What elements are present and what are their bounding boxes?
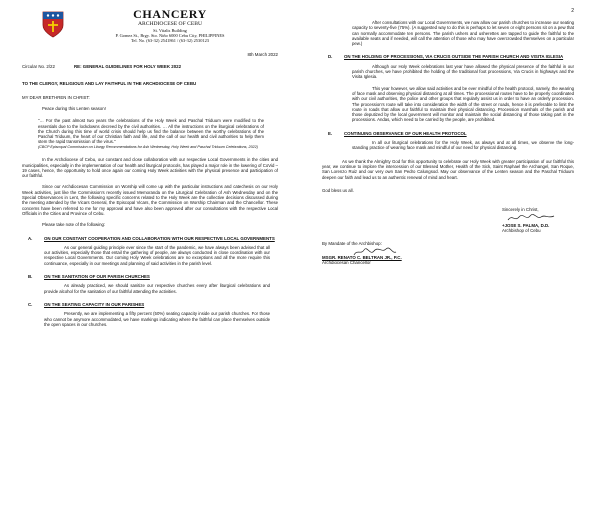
paragraph-commission: Since our Archdiocesan Commission on Worship will come up with the particular instructions and catechesis on our Holy Week activities, just like the Commission's recently issued Memoranda on the Liturgical Celebration of Ash Wednesday and on the Special Observances in Lent, the following specific concerns related to the Holy Week are the collective decisions discussed during the meeting attended by the Vicars General, the Episcopal Vicars, the Commission on Worship Chairman and the Chancellor. These concerns have been referred to me for my approval and have also been approved after our consultations with the respective Local Officials in the Cities and Province of Cebu. [22, 184, 278, 216]
valediction: Sincerely in Christ, [502, 207, 539, 213]
greeting: Peace during this Lenten season! [42, 105, 106, 111]
section-d [322, 54, 574, 122]
section-letter: D. [328, 54, 333, 60]
letterhead-diocese: ARCHDIOCESE OF CEBU [137, 21, 203, 27]
section-e [322, 131, 574, 151]
section-body: Presently, we are implementing a fifty percent (50%) seating capacity inside our parish churches. For those who cannot be anymore accommodated, we have markings indicating where the faithful can place themselves outside the open spaces in our churches. [44, 311, 270, 327]
quotation-block [22, 118, 278, 149]
section-heading: ON THE HOLDING OF PROCESSIONS, VIA CRUCIS OUTSIDE THE PARISH CHURCH AND VISITA IGLESIA [344, 54, 564, 60]
circular-header [22, 64, 278, 69]
section-body: As our general guiding principle ever since the start of the pandemic, we have always been advised that all our activities, especially those that entail the gathering of people, are always conducted in close coordination with our respective Local Governments. Our coming Holy Week celebrations are no exceptions and all the more require this continuance, especially in our meetings and planning of said activities in the parish level. [44, 244, 270, 266]
chancellor-signature-icon [352, 247, 398, 258]
section-letter: A. [28, 235, 33, 241]
letterhead-building: St. Vitalis Building [153, 27, 187, 33]
signatory-name: +JOSE S. PALMA, D.D. [502, 222, 550, 228]
quotation-source: (CBCP Episcopal Commission on Liturgy Recommendations for Ash Wednesday, Holy Week and Paschal Triduum Celebrations, 2022) [38, 144, 258, 149]
blessing: God bless us all. [322, 187, 354, 193]
letterhead-address: P. Gomez St., Brgy. Sto. Niño 6000 Cebu City, PHILIPPINES [115, 32, 225, 38]
section-letter: B. [28, 274, 33, 280]
signature-block [502, 207, 574, 233]
salutation: MY DEAR BRETHREN IN CHRIST: [22, 94, 90, 100]
section-c-continued: After consultations with our Local Governments, we now allow our parish churches to increase our seating capacity to seventy-five (75%). (A suggested way to do this is perhaps to let seven or eight persons sit on a pew that can normally accommodate ten persons. The parish ushers and usherettes are tapped to guide the faithful to the available seats and if needed, will call the attention of those who may have overcrowded themselves on a particular pew.) [352, 20, 574, 47]
letterhead-name: CHANCERY [133, 7, 207, 21]
section-letter: C. [28, 301, 33, 307]
section-heading: ON THE SEATING CAPACITY IN OUR PARISHES [44, 301, 145, 307]
section-body: As already practiced, we should sanitize our respective churches every after liturgical celebrations and provide alcohol for the sanitation of our faithful attending the activities. [44, 283, 270, 294]
section-a [22, 236, 278, 266]
mandate-line: By Mandate of the Archbishop: [322, 241, 382, 247]
archbishop-signature-icon [502, 213, 574, 223]
chancellor-title: Archdiocesan Chancellor [322, 260, 371, 266]
circular-subject: RE: GENERAL GUIDELINES FOR HOLY WEEK 2022 [74, 64, 182, 70]
page-number: 2 [571, 8, 574, 14]
signatory-title: Archbishop of Cebu [502, 227, 541, 233]
quotation-text: "… For the past almost two years the celebrations of the Holy Week and Paschal Triduum were modified to the essentials due to the lockdowns decreed by the civil authorities. … All the instructions on the liturgical celebrations of the Church during this time of world crisis should help us find the balance between the worthy celebrations of the Paschal Triduum, the heart of our Christian faith and life, and the call of our health and civil authorities to help them stem the rapid transmission of the virus." [38, 118, 264, 145]
addressee: TO THE CLERGY, RELIGIOUS AND LAY FAITHFUL IN THE ARCHDIOCESE OF CEBU [22, 81, 197, 87]
circular-number: Circular No. 2/22 [22, 64, 55, 70]
section-body: In all our liturgical celebrations for the Holy Week, as always and at all times, we observe the long-standing practice of wearing face mask and mindful of our need for physical distancing. [352, 140, 574, 151]
closing-paragraph: As we thank the Almighty God for this opportunity to celebrate our Holy Week with greater participation of our faithful this year, we continue to implore the intercession of our Blessed Mother, Health of the Sick, Saint Raphael the Archangel, San Roque, San Lorenzo Ruiz and our very own San Pedro Calungsod. May our observance of the Lenten season and the Paschal Triduum deepen our faith and lead us to an authentic renewal of mind and heart. [322, 158, 574, 180]
section-c [22, 302, 278, 327]
section-heading: ON THE SANITATION OF OUR PARISH CHURCHES [44, 274, 150, 280]
chancellor-block [322, 255, 574, 266]
paragraph-collaboration: In the Archdiocese of Cebu, our constant and close collaboration with our respective Local Governments in the cities and municipalities, especially in the implementation of our health and liturgical protocols, has played a major role in the lowering of CoVid – 19 cases, hence, the opportunity to hold once again our coming Holy Week activities with the physical presence and participation of our faithful. [22, 157, 278, 179]
section-heading: ON OUR CONSTANT COOPERATION AND COLLABORATION WITH OUR RESPECTIVE LOCAL GOVERNMENTS [44, 235, 275, 241]
section-body: This year however, we allow said activities and be ever mindful of the health protocol, namely, the wearing of face mask and observing physical distancing at all times. The processional routes have to be properly coordinated with our civil authorities, the police and other groups that regularly assist us in order to have an orderly procession. The procession's route will take into consideration the width of the street or roads, hence it is preferable to limit the route in roads that allow our faithful to maintain their physical distancing. Procession marshals of the parish and those deputized by the local government will monitor and maintain the social distancing of those taking part in the processions. Andas, which need to be carried by the people, are prohibited. [352, 85, 574, 123]
section-body: Although our Holy Week celebrations last year have allowed the physical presence of the faithful in our parish churches, we have prohibited the holding of the traditional foot processions, Via Crucis in highways and the Visita Iglesia. [352, 63, 574, 80]
letter-date: 8th March 2022 [247, 52, 278, 58]
chancellor-name: MSGR. RENATO C. BELTRAN JR., P.C. [322, 254, 402, 260]
letterhead-tel: Tel. No. (63-32) 2541861 / (63-32) 2530123 [131, 38, 209, 43]
section-letter: E. [328, 130, 333, 136]
document-page-2 [300, 0, 600, 530]
section-b [22, 274, 278, 294]
note-intro: Please take note of the following: [42, 222, 106, 228]
section-heading: CONTINUING OBSERVANCE OF OUR HEALTH PROTOCOL [344, 130, 467, 136]
archdiocese-seal-icon [40, 10, 66, 38]
